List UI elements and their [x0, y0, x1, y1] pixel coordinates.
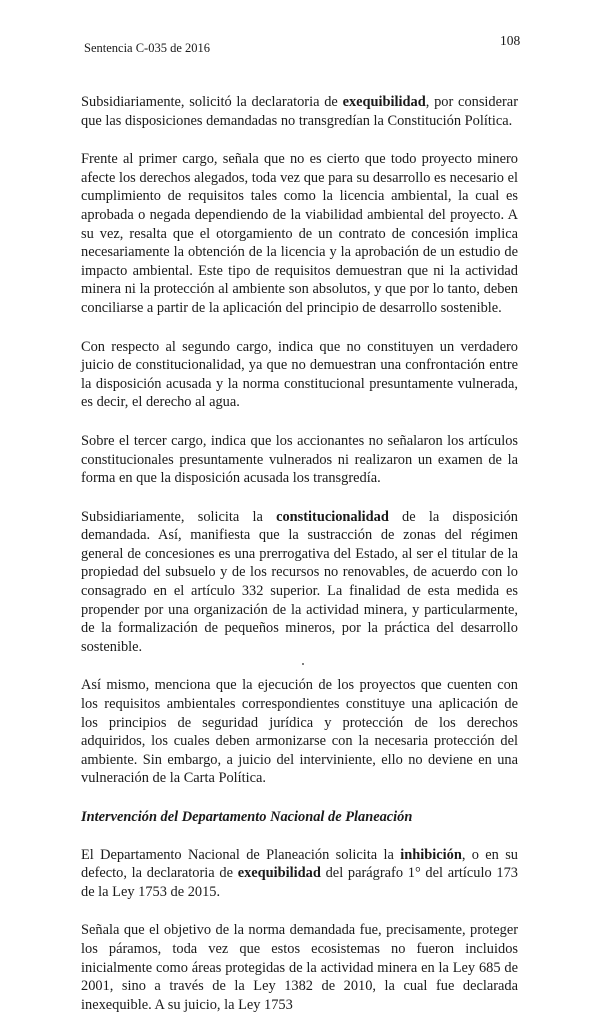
paragraph-4: Sobre el tercer cargo, indica que los accionantes no señalaron los artículos constitucionales presuntamente vulnerados ni realizaron un examen de la forma en que la disposición acusada los transgredía.: [81, 432, 518, 487]
document-body: [81, 93, 518, 1034]
emphasis-exequibilidad-2: exequibilidad: [237, 865, 321, 882]
paragraph-8: Señala que el objetivo de la norma demandada fue, precisamente, proteger los páramos, toda vez que estos ecosistemas no fueron incluidos inicialmente como áreas protegidas de la actividad minera en la Ley 685 de 2001, sino a través de la Ley 1382 de 2010, la cual fue declarada inexequible. A su juicio, la Ley 1753: [81, 922, 518, 1013]
section-heading: Intervención del Departamento Nacional de Planeación: [81, 809, 413, 825]
paragraph-5: Subsidiariamente, solicita la constitucionalidad de la disposición demandada. Así, manifiesta que la sustracción de zonas del régimen general de concesiones es una prerrogativa del Estado, al ser el titular de la propiedad del subsuelo y de los recursos no renovables, de acuerdo con lo consagrado en el artículo 332 superior. La finalidad de esta medida es propender por una organización de la actividad minera, y particularmente, de la formalización de pequeños mineros, por la práctica del desarrollo sostenible.: [81, 508, 518, 655]
paragraph-6: Así mismo, menciona que la ejecución de los proyectos que cuenten con los requisitos ambientales correspondientes constituye una aplicación de los principios de seguridad jurídica y protección de los derechos adquiridos, los cuales deben armonizarse con la necesaria protección del ambiente. Sin embargo, a juicio del interviniente, ello no deviene en una vulneración de la Carta Política.: [81, 677, 518, 787]
paragraph-1: Subsidiariamente, solicitó la declaratoria de exequibilidad, por considerar que las disposiciones demandadas no transgredían la Constitución Política.: [81, 94, 518, 129]
paragraph-2: Frente al primer cargo, señala que no es cierto que todo proyecto minero afecte los derechos alegados, toda vez que para su desarrollo es necesario el cumplimiento de requisitos tales como la licencia ambiental, la cual es aprobada o negada dependiendo de la viabilidad ambiental del proyecto. A su vez, resalta que el otorgamiento de un contrato de concesión implica necesariamente la obtención de la licencia y la aprobación de un estudio de impacto ambiental. Este tipo de requisitos demuestran que ni la actividad minera ni la protección al ambiente son absolutos, y que por lo tanto, deben conciliarse a partir de la aplicación del principio de desarrollo sostenible.: [81, 151, 518, 316]
paragraph-7: El Departamento Nacional de Planeación solicita la inhibición, o en su defecto, la declaratoria de exequibilidad del parágrafo 1° del artículo 173 de la Ley 1753 de 2015.: [81, 846, 518, 900]
paragraph-3: Con respecto al segundo cargo, indica que no constituyen un verdadero juicio de constitucionalidad, ya que no demuestran una confrontación entre la disposición acusada y la norma constitucional presuntamente vulnerada, es decir, el derecho al agua.: [81, 338, 518, 411]
scan-speck: [302, 663, 304, 665]
emphasis-exequibilidad: exequibilidad: [342, 94, 426, 110]
page-number: 108: [500, 33, 521, 48]
emphasis-inhibicion: inhibición: [400, 846, 462, 863]
running-header-title: Sentencia C-035 de 2016: [84, 41, 211, 55]
emphasis-constitucionalidad: constitucionalidad: [276, 508, 389, 525]
